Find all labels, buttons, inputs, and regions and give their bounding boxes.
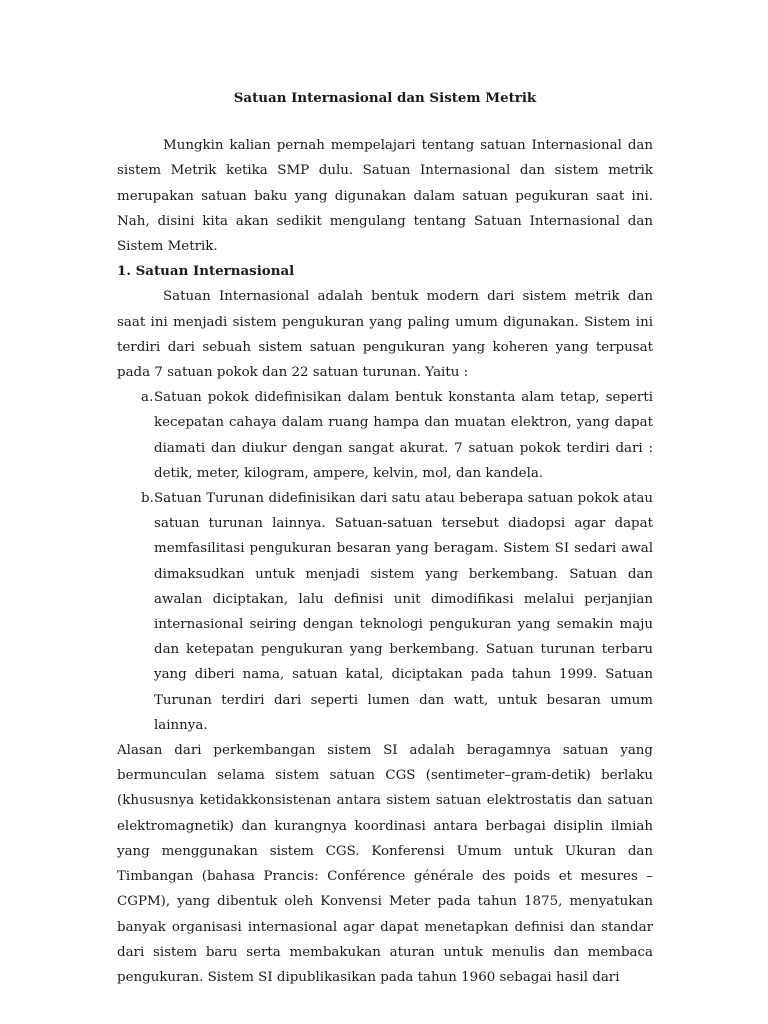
section-heading-satuan-internasional: 1. Satuan Internasional <box>117 263 295 280</box>
list-item-text: Satuan pokok didefinisikan dalam bentuk konstanta alam tetap, seperti kecepatan cahaya dalam ruang hampa dan muatan elektron, yang dapat diamati dan diukur dengan sangat akurat. 7 satuan pokok terdiri dari : detik, meter, kilogram, ampere, kelvin, mol, dan kandela. <box>154 390 653 481</box>
list-item <box>117 486 653 738</box>
unit-list <box>117 385 653 738</box>
document-title: Satuan Internasional dan Sistem Metrik <box>233 90 537 106</box>
closing-paragraph: Alasan dari perkembangan sistem SI adalah beragamnya satuan yang bermunculan selama sistem satuan CGS (sentimeter–gram-detik) berlaku (khususnya ketidakkonsistenan antara sistem satuan elektrostatis dan satuan elektromagnetik) dan kurangnya koordinasi antara berbagai disiplin ilmiah yang menggunakan sistem CGS. Konferensi Umum untuk Ukuran dan Timbangan (bahasa Prancis: Conférence générale des poids et mesures – CGPM), yang dibentuk oleh Konvensi Meter pada tahun 1875, menyatukan banyak organisasi internasional agar dapat menetapkan definisi dan standar dari sistem baru serta membakukan aturan untuk menulis dan membaca pengukuran. Sistem SI dipublikasikan pada tahun 1960 sebagai hasil dari <box>117 743 653 985</box>
intro-paragraph: Mungkin kalian pernah mempelajari tentang satuan Internasional dan sistem Metrik ketika SMP dulu. Satuan Internasional dan sistem metrik merupakan satuan baku yang digunakan dalam satuan pegukuran saat ini. Nah, disini kita akan sedikit mengulang tentang Satuan Internasional dan Sistem Metrik. <box>117 138 653 255</box>
list-item <box>117 385 653 486</box>
list-marker: b. <box>141 491 154 507</box>
document-body <box>117 86 653 990</box>
list-marker: a. <box>141 390 154 406</box>
list-item-text: Satuan Turunan didefinisikan dari satu atau beberapa satuan pokok atau satuan turunan lainnya. Satuan-satuan tersebut diadopsi agar dapat memfasilitasi pengukuran besaran yang beragam. Sistem SI sedari awal dimaksudkan untuk menjadi sistem yang berkembang. Satuan dan awalan diciptakan, lalu definisi unit dimodifikasi melalui perjanjian internasional seiring dengan teknologi pengukuran yang semakin maju dan ketepatan pengukuran yang berkembang. Satuan turunan terbaru yang diberi nama, satuan katal, diciptakan pada tahun 1999. Satuan Turunan terdiri dari seperti lumen dan watt, untuk besaran umum lainnya. <box>154 491 653 733</box>
section1-paragraph: Satuan Internasional adalah bentuk modern dari sistem metrik dan saat ini menjadi sistem pengukuran yang paling umum digunakan. Sistem ini terdiri dari sebuah sistem satuan pengukuran yang koheren yang terpusat pada 7 satuan pokok dan 22 satuan turunan. Yaitu : <box>117 289 653 381</box>
